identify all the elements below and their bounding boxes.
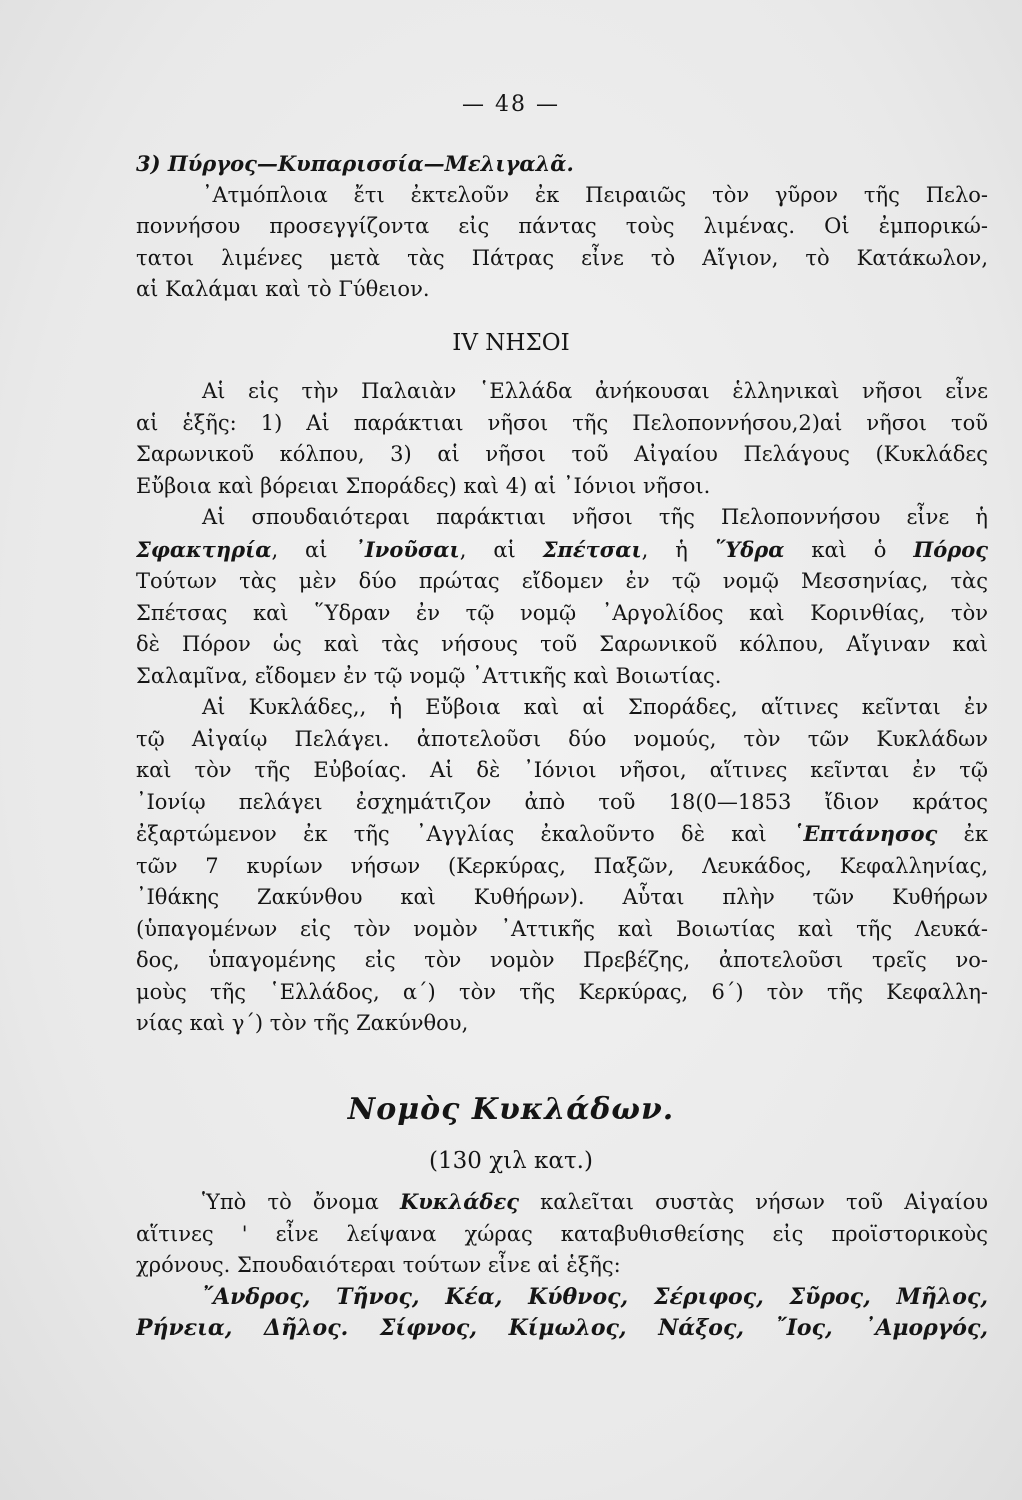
text-line: αἵτινες ' εἶνε λείψανα χώρας καταβυθισθείσης εἰς προϊστορικοὺς [136,1221,988,1246]
text-line: μοὺς τῆς ῾Ελλάδος, α´) τὸν τῆς Κερκύρας, 6´) τὸν τῆς Κεφαλλη- [136,979,988,1004]
islands-list-line: ῎Ανδρος, Τῆνος, Κέα, Κύθνος, Σέριφος, Σῦρος, Μῆλος, [202,1283,988,1310]
text-fragment: , αἱ [459,537,543,562]
island-name: Σπέτσαι [542,536,642,562]
text-line: Εὔβοια καὶ βόρειαι Σποράδες) καὶ 4) αἱ ᾿Ιόνιοι νῆσοι. [136,473,711,498]
text-line: αἱ Καλάμαι καὶ τὸ Γύθειον. [136,277,430,301]
text-line: χρόνους. Σπουδαιότεραι τούτων εἶνε αἱ ἑξῆς: [136,1253,621,1277]
text-line: τατοι λιμένες μετὰ τὰς Πάτρας εἶνε τὸ Αἴγιον, τὸ Κατάκωλον, [136,245,988,270]
text-fragment: Ὑπὸ τὸ ὄνομα [202,1190,400,1214]
text-line: καὶ τὸν τῆς Εὐβοίας. Αἱ δὲ ᾿Ιόνιοι νῆσοι, αἵτινες κεῖνται ἐν τῷ [136,758,988,782]
text-line [136,1186,988,1219]
page-number: — 48 — [462,92,560,117]
text-fragment: καλεῖται συστὰς νήσων τοῦ Αἰγαίου [519,1190,988,1214]
cyclades-name: Κυκλάδες [399,1189,519,1214]
text-fragment: καὶ ὁ [784,537,914,562]
text-line: Σαλαμῖνα, εἴδομεν ἐν τῷ νομῷ ᾿Αττικῆς καὶ Βοιωτίας. [136,663,722,688]
text-fragment: , αἱ [271,537,355,562]
island-name: ῞Υδρα [714,536,785,562]
text-line: δὲ Πόρον ὡς καὶ τὰς νήσους τοῦ Σαρωνικοῦ κόλπου, Αἴγιναν καὶ [136,632,988,656]
text-fragment: , ἡ [641,537,715,562]
text-line: ποννήσου προσεγγίζοντα εἰς πάντας τοὺς λιμένας. Οἱ ἐμπορικώ- [136,214,988,238]
text-line: ᾿Ατμόπλοια ἔτι ἐκτελοῦν ἐκ Πειραιῶς τὸν γῦρον τῆς Πελο- [202,182,988,207]
section-iv-heading: IV ΝΗΣΟΙ [452,330,570,356]
text-line: νίας καὶ γ´) τὸν τῆς Ζακύνθου, [136,1011,469,1035]
section-3-heading: 3) Πύργος—Κυπαρισσία—Μελιγαλᾶ. [136,151,574,176]
section-3-block [136,148,988,306]
text-line: τῷ Αἰγαίῳ Πελάγει. ἀποτελοῦσι δύο νομούς, τὸν τῶν Κυκλάδων [136,726,988,751]
text-line [136,818,988,851]
text-line: Αἱ εἰς τὴν Παλαιὰν ῾Ελλάδα ἀνήκουσαι ἑλληνικαὶ νῆσοι εἶνε [202,379,988,403]
text-line: Σαρωνικοῦ κόλπου, 3) αἱ νῆσοι τοῦ Αἰγαίου Πελάγους (Κυκλάδες [136,442,988,466]
text-line: ᾿Ιθάκης Ζακύνθου καὶ Κυθήρων). Αὗται πλὴν τῶν Κυθήρων [136,885,988,909]
text-line: ᾿Ιονίῳ πελάγει ἐσχημάτιζον ἀπὸ τοῦ 18(0—1853 ἴδιον κράτος [136,789,988,814]
text-line: Σπέτσας καὶ ῞Υδραν ἐν τῷ νομῷ ᾿Αργολίδος καὶ Κορινθίας, τὸν [136,600,988,625]
islands-list-line: Ρήνεια, Δῆλος. Σίφνος, Κίμωλος, Νάξος, ῎Ιος, ᾿Αμοργός, [136,1315,988,1341]
text-fragment: ἐκ [937,822,988,846]
island-name: ᾿Ινοῦσαι [354,536,460,562]
text-line: Τούτων τὰς μὲν δύο πρώτας εἴδομεν ἐν τῷ νομῷ Μεσσηνίας, τὰς [136,569,988,593]
text-line: τῶν 7 κυρίων νήσων (Κερκύρας, Παξῶν, Λευκάδος, Κεφαλληνίας, [136,853,988,878]
section-iv-block [136,376,988,1040]
text-line: Αἱ σπουδαιότεραι παράκτιαι νῆσοι τῆς Πελοποννήσου εἶνε ἡ [202,505,988,529]
nomos-title: Νομὸς Κυκλάδων. [347,1092,675,1127]
area-note: (130 χιλ κατ.) [429,1148,593,1174]
heptanese-name: ῾Επτάνησος [793,821,938,846]
text-line: (ὑπαγομένων εἰς τὸν νομὸν ᾿Αττικῆς καὶ Βοιωτίας καὶ τῆς Λευκά- [136,916,988,941]
nomos-block [136,1186,988,1345]
island-name: Πόρος [913,536,988,562]
text-line: αἱ ἑξῆς: 1) Αἱ παράκτιαι νῆσοι τῆς Πελοποννήσου,2)αἱ νῆσοι τοῦ [136,410,988,435]
island-name: Σφακτηρία [136,536,272,562]
text-line: Αἱ Κυκλάδες,, ἡ Εὔβοια καὶ αἱ Σποράδες, αἵτινες κεῖνται ἐν [202,695,988,719]
islands-line [136,534,988,567]
text-fragment: ἐξαρτώμενον ἐκ τῆς ᾿Αγγλίας ἐκαλοῦντο δὲ καὶ [136,822,794,846]
text-line: δος, ὑπαγομένης εἰς τὸν νομὸν Πρεβέζης, ἀποτελοῦσι τρεῖς νο- [136,948,988,972]
